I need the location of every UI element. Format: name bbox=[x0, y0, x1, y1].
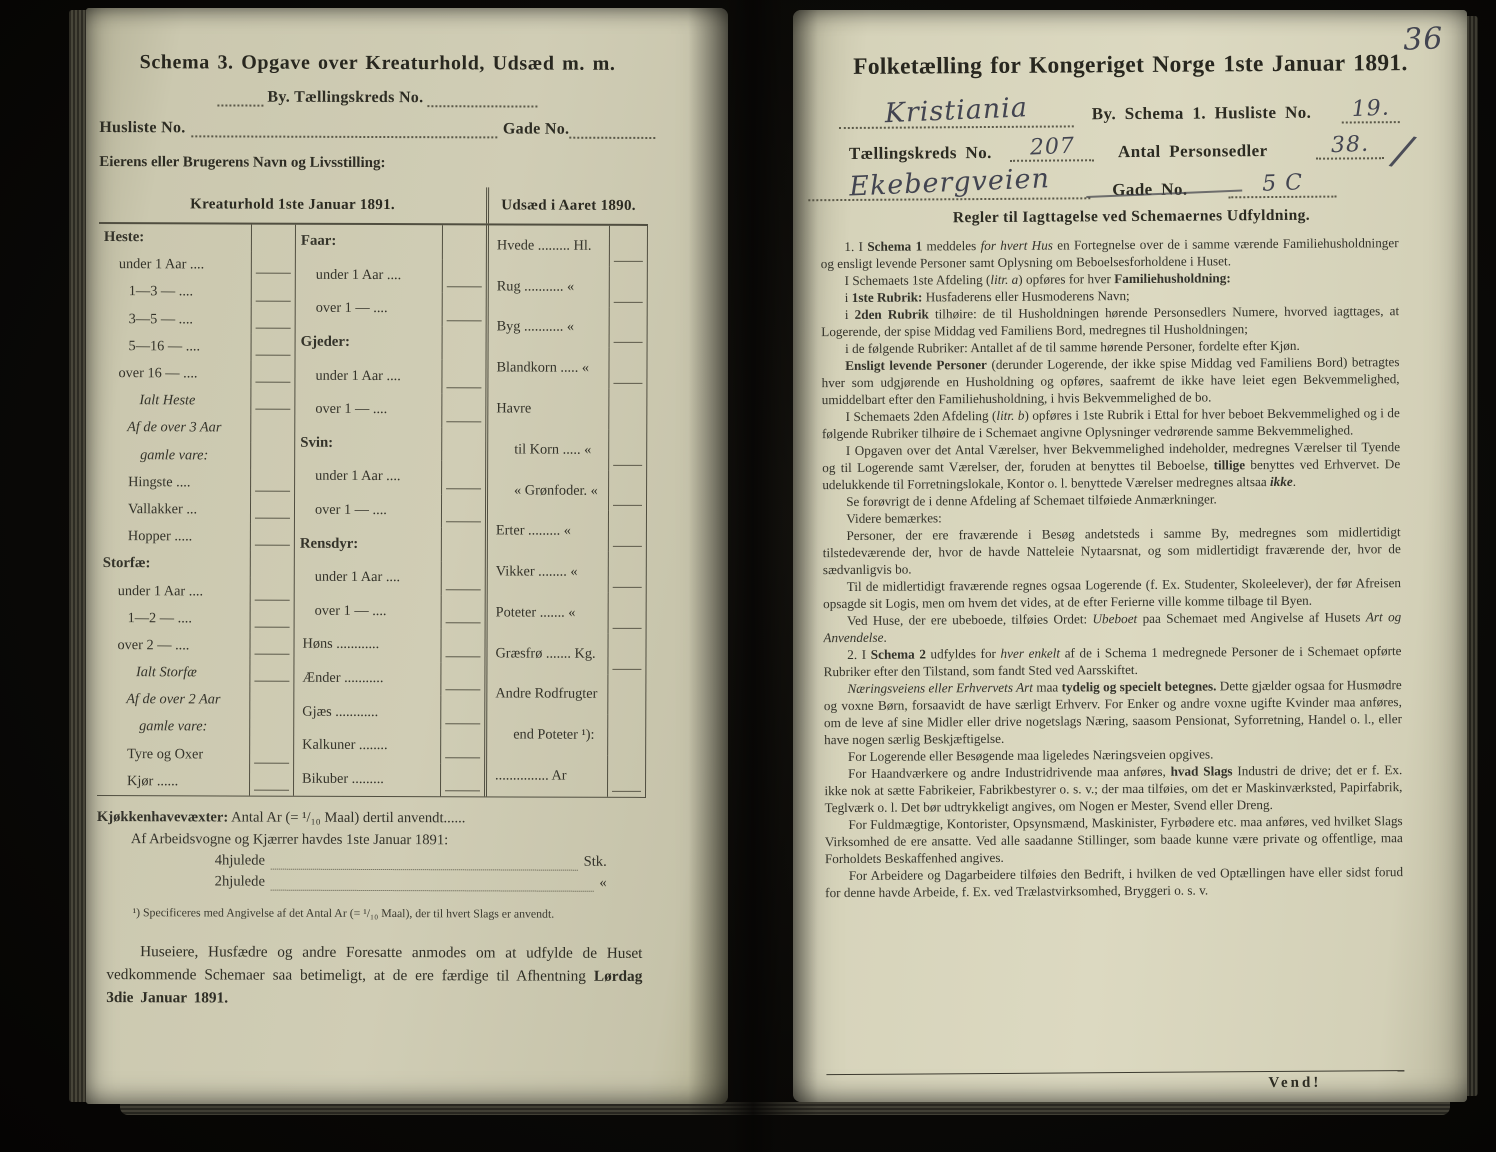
page-number-handwritten: 36 bbox=[1402, 21, 1445, 58]
pen-tick-mark: ∕ bbox=[1390, 124, 1417, 177]
entry-cell bbox=[608, 552, 646, 593]
form-row bbox=[488, 511, 646, 552]
kreaturhold-udsaed-table bbox=[97, 186, 648, 798]
gade-no-label: Gade No. bbox=[1112, 179, 1188, 200]
right-page-content bbox=[793, 8, 1475, 1105]
two-wheeled-line bbox=[215, 873, 607, 891]
kitchen-garden-label: Kjøkkenhavevæxter: bbox=[96, 809, 229, 826]
row-label: under 1 Aar .... bbox=[314, 569, 401, 586]
entry-cell bbox=[249, 687, 293, 714]
rules-heading: Regler til Iagttagelse ved Schemaernes Udfyldning. bbox=[952, 206, 1311, 227]
row-label: Gjeder: bbox=[300, 333, 350, 350]
four-wheeled-unit: Stk. bbox=[583, 853, 607, 870]
form-row bbox=[98, 523, 294, 551]
row-label: under 1 Aar .... bbox=[117, 582, 204, 599]
two-wheeled-label: 2hjulede bbox=[214, 873, 265, 890]
entry-cell bbox=[440, 628, 484, 662]
form-row bbox=[296, 325, 486, 359]
entry-cell bbox=[608, 593, 646, 634]
entry-cell bbox=[251, 279, 295, 306]
entry-cell bbox=[442, 225, 486, 259]
entry-cell bbox=[249, 768, 293, 795]
row-label: under 1 Aar .... bbox=[315, 367, 401, 384]
blank-dotted-line bbox=[217, 92, 263, 106]
row-label: over 1 — .... bbox=[314, 602, 387, 619]
kitchen-garden-rest: Antal Ar (= ¹/₁₀ Maal) dertil anvendt...... bbox=[228, 809, 466, 827]
row-label: Af de over 3 Aar bbox=[127, 419, 222, 436]
row-label: Byg ........... « bbox=[496, 318, 575, 336]
form-row bbox=[98, 360, 294, 388]
form-row bbox=[487, 674, 645, 715]
form-row bbox=[488, 429, 646, 470]
kitchen-garden-line bbox=[97, 809, 653, 828]
form-row bbox=[97, 659, 293, 687]
wagons-line: Af Arbeidsvogne og Kjærrer havdes 1ste Januar 1891: bbox=[130, 831, 449, 849]
rules-paragraph: i 1ste Rubrik: Husfaderens eller Husmoderens Navn; bbox=[844, 288, 1130, 305]
entry-cell bbox=[608, 511, 646, 552]
entry-cell bbox=[607, 674, 645, 715]
street-handwritten: Ekebergveien bbox=[848, 163, 1051, 203]
entry-cell bbox=[250, 578, 294, 605]
left-page bbox=[86, 8, 728, 1104]
gade-no-handwritten: 5 C bbox=[1261, 170, 1304, 197]
gade-label: Gade No. bbox=[502, 120, 570, 138]
vend-label: Vend! bbox=[1268, 1074, 1322, 1092]
row-label: over 2 — .... bbox=[117, 637, 190, 654]
rules-paragraph: Til de midlertidigt fraværende regnes ogsaa Logerende (f. Ex. Studenter, Skoleelever), der før Afreisen opsagde sit Logis, men om hvem det vides, at de efter Ferierne ville komme tilbage til Byen. bbox=[823, 575, 1402, 612]
entry-cell bbox=[607, 756, 645, 797]
entry-cell bbox=[442, 292, 486, 326]
form-row bbox=[488, 348, 646, 389]
entry-cell bbox=[442, 326, 486, 360]
form-row bbox=[488, 592, 646, 633]
entry-cell bbox=[250, 551, 294, 578]
right-page bbox=[793, 10, 1467, 1102]
by-schema-husliste-label: By. Schema 1. Husliste No. bbox=[1091, 102, 1312, 124]
row-label: Rug ........... « bbox=[496, 278, 575, 295]
row-label: Erter ......... « bbox=[495, 522, 572, 540]
row-label: Hvede ......... Hl. bbox=[496, 237, 592, 254]
form-row bbox=[98, 577, 294, 605]
form-row bbox=[99, 224, 295, 252]
form-row bbox=[487, 633, 645, 674]
row-label: Faar: bbox=[300, 233, 337, 250]
four-wheeled-line bbox=[215, 852, 607, 870]
form-row bbox=[295, 393, 485, 427]
row-label: Ialt Storfæ bbox=[136, 664, 197, 681]
form-row bbox=[294, 729, 484, 763]
rules-paragraph: i de følgende Rubriker: Antallet af de til samme hørende Personer, fordelte efter Kjøn. bbox=[845, 337, 1300, 356]
kreaturhold-header: Kreaturhold 1ste Januar 1891. bbox=[190, 195, 395, 213]
schema3-title: Schema 3. Opgave over Kreaturhold, Udsæd m. m. bbox=[139, 51, 616, 75]
entry-cell bbox=[251, 225, 295, 252]
form-row bbox=[98, 442, 294, 470]
form-row bbox=[296, 258, 486, 292]
entry-cell bbox=[441, 360, 485, 394]
row-label: under 1 Aar .... bbox=[315, 266, 402, 283]
entry-cell bbox=[440, 729, 484, 763]
entry-cell bbox=[250, 415, 294, 442]
row-label: Hopper ..... bbox=[127, 528, 193, 545]
entry-cell bbox=[249, 714, 293, 741]
entry-cell bbox=[441, 595, 485, 629]
row-label: gamle vare: bbox=[139, 718, 208, 735]
rules-paragraph: For Arbeidere og Dagarbeidere tilføies den Bedrift, i hvilken de ved Optællingen have eller sidst forud for denne havde Arbeide, f. Ex. ved Trælastvirksomhed, Bryggeri o. s. v. bbox=[825, 864, 1404, 901]
rules-paragraph: For Logerende eller Besøgende maa ligeledes Næringsveien opgives. bbox=[847, 746, 1214, 764]
row-label: Blandkorn ..... « bbox=[496, 359, 590, 376]
entry-cell bbox=[608, 470, 646, 511]
row-label: Hingste .... bbox=[128, 473, 191, 491]
form-row bbox=[97, 686, 293, 714]
closing-paragraph bbox=[106, 941, 642, 1012]
city-blank-line bbox=[839, 94, 1074, 129]
taellingskreds-no-blank bbox=[1010, 134, 1094, 162]
rules-paragraph: 2. I Schema 2 udfyldes for hver enkelt af de i Schema 1 medregnede Personer de i Schemaet opførte Rubriker efter den Tilstand, som fandt Sted ved Aarsskiftet. bbox=[823, 643, 1402, 680]
form-row bbox=[295, 359, 485, 393]
form-row bbox=[489, 266, 647, 307]
entry-cell bbox=[250, 360, 294, 387]
row-label: Havre bbox=[496, 400, 532, 417]
entry-cell bbox=[441, 494, 485, 528]
row-label: Andre Rodfrugter bbox=[495, 685, 598, 703]
rules-paragraph: For Haandværkere og andre Industridrivende maa anføres, hvad Slags Industri de drive; det er f. Ex. ikke nok at sætte Fabrikeier, Fabrikbestyrer o. s. v.; der maa tilføies, om det er Maskinværksted, Papirfabrik, Teglværk o. l. Det bør udtrykkeligt angives, om Nogen er Mester, Svend eller Dreng. bbox=[824, 762, 1403, 816]
entry-cell bbox=[609, 226, 647, 267]
rules-paragraph: I Opgaven over det Antal Værelser, hver Bekvemmelighed indeholder, medregnes Værelser til Tyende og til Logerende samt Værelser, der, foruden at benyttes til Beboelse, tillige benyttes ved Erhvervet. De udelukkende til Forretningslokale, Kontor o. l. benyttede Værelser medregnes altsaa ikke. bbox=[822, 439, 1401, 493]
row-label: Heste: bbox=[103, 229, 145, 246]
rules-paragraph: Næringsveiens eller Erhvervets Art maa tydelig og specielt betegnes. Dette gjælder ogsaa for Husmødre og voxne Børn, forsaavidt de have særligt Erhverv. For Enker og andre voxne ugifte Kvinder maa anføres, om de leve af sine Midler eller drive nogetslags Næring, saasom Pensionat, Syforretning, Handel o. l., eller have nogen særlig Beskjæftigelse. bbox=[823, 677, 1403, 748]
row-label: over 1 — .... bbox=[314, 501, 387, 519]
row-label: Tyre og Oxer bbox=[127, 745, 204, 763]
entry-cell bbox=[249, 741, 293, 768]
city-handwritten: Kristiania bbox=[883, 92, 1029, 130]
blank-dotted-line bbox=[192, 123, 497, 138]
form-row bbox=[98, 387, 294, 415]
kreaturhold-column-2 bbox=[293, 225, 486, 797]
taellingskreds-no-handwritten: 207 bbox=[1028, 133, 1075, 161]
row-label: Høns ............ bbox=[302, 636, 380, 653]
blank-dotted-line bbox=[427, 93, 537, 107]
row-label: Kjør ...... bbox=[127, 772, 179, 790]
blank-dotted-line bbox=[271, 858, 578, 871]
form-row bbox=[98, 605, 294, 633]
row-label: Af de over 2 Aar bbox=[126, 691, 221, 708]
entry-cell bbox=[609, 267, 647, 308]
rules-text bbox=[821, 234, 1405, 1070]
entry-cell bbox=[440, 763, 484, 797]
entry-cell bbox=[440, 696, 484, 730]
rules-paragraph: i 2den Rubrik tilhøire: de til Husholdningen hørende Personsedlers Numere, hvorved iagttages, at Logerende, der spise Middag ved Familiens Bord, medregnes til Husholdningen; bbox=[821, 303, 1400, 340]
by-taellingskreds-label: By. Tællingskreds No. bbox=[267, 88, 424, 107]
form-row bbox=[97, 632, 293, 660]
entry-cell bbox=[609, 307, 647, 348]
form-row bbox=[295, 594, 485, 628]
row-label: Kalkuner ........ bbox=[302, 736, 388, 754]
entry-cell bbox=[607, 715, 645, 756]
form-row bbox=[487, 756, 645, 797]
form-row bbox=[294, 762, 484, 796]
row-label: gamle vare: bbox=[140, 446, 209, 464]
rules-paragraph: 1. I Schema 1 meddeles for hvert Hus en Fortegnelse over de i samme værende Familiehusholdninger og ensligt levende Personer samt Oplysning om Beboelsesforholdene i Huset. bbox=[820, 235, 1399, 272]
rules-paragraph: Ensligt levende Personer (derunder Logerende, der ikke spise Middag ved Familiens Bord) betragtes hver som udgjørende en Husholdning og opføres, saafremt de ikke have leiet egen Bekvemmelighed, umiddelbart efter den Familiehusholdning, i hvis Bekvemmelighed de bo. bbox=[821, 354, 1400, 408]
entry-cell bbox=[250, 469, 294, 496]
row-label: under 1 Aar .... bbox=[118, 256, 205, 273]
entry-cell bbox=[607, 634, 645, 675]
form-row bbox=[98, 414, 294, 442]
row-label: end Poteter ¹): bbox=[513, 726, 595, 744]
row-label: Storfæ: bbox=[102, 555, 151, 572]
row-label: Vikker ........ « bbox=[495, 563, 578, 580]
entry-cell bbox=[441, 427, 485, 461]
entry-cell bbox=[250, 524, 294, 551]
row-label: til Korn ..... « bbox=[514, 441, 592, 458]
row-label: Poteter ....... « bbox=[495, 604, 576, 621]
form-row bbox=[295, 426, 485, 460]
form-row bbox=[98, 550, 294, 578]
table-body bbox=[97, 224, 648, 798]
row-label: 5—16 — .... bbox=[128, 337, 201, 355]
rules-paragraph: Se forøvrigt de i denne Afdeling af Schemaet tilføiede Anmærkninger. bbox=[846, 491, 1217, 509]
entry-cell bbox=[251, 252, 295, 279]
row-label: 1—2 — .... bbox=[127, 609, 192, 627]
husliste-label: Husliste No. bbox=[99, 119, 186, 137]
row-label: Gjæs ............ bbox=[302, 703, 379, 720]
row-label: « Grønfoder. « bbox=[514, 482, 598, 499]
rules-paragraph: I Schemaets 2den Afdeling (litr. b) opføres i 1ste Rubrik i Ettal for hver beboet Bekvemmelighed og i de følgende Rubriker tilhøire de i Schemaet angivne Oplysninger vedrørende samme Bekvemmelighed. bbox=[821, 405, 1400, 442]
row-label: 1—3 — .... bbox=[128, 283, 194, 300]
entry-cell bbox=[441, 393, 485, 427]
row-label: 3—5 — .... bbox=[128, 310, 194, 328]
form-row bbox=[99, 333, 295, 361]
blank-dotted-line bbox=[271, 879, 593, 892]
by-taellingskreds-line bbox=[99, 88, 655, 108]
footnote: ¹) Specificeres med Angivelse af det Antal Ar (= ¹/₁₀ Maal), der til hvert Slags er anvendt. bbox=[132, 905, 555, 921]
row-label: Ialt Heste bbox=[139, 392, 196, 409]
form-row bbox=[98, 469, 294, 497]
closing-deadline: Lørdag 3die Januar 1891. bbox=[106, 967, 643, 1007]
entry-cell bbox=[250, 496, 294, 523]
form-row bbox=[487, 715, 645, 756]
form-row bbox=[98, 496, 294, 524]
entry-cell bbox=[249, 632, 293, 659]
entry-cell bbox=[608, 389, 646, 430]
form-row bbox=[295, 493, 485, 527]
row-label: Svin: bbox=[300, 434, 334, 451]
gade-no-blank bbox=[1228, 171, 1336, 199]
closing-text: Huseiere, Husfædre og andre Foresatte anmodes om at udfylde de Huset vedkommende Schemaer saa betimeligt, at de ere færdige til Afhentning bbox=[106, 943, 643, 985]
udsaed-column bbox=[484, 225, 648, 797]
rules-paragraph: Personer, der ere fraværende i Besøg andetsteds i samme By, medregnes som midlertidigt tilstedeværende der, hvor de havde Natteleie Nytaarsnat, og som midlertidigt fraværende der, hvor de sædvanligvis bo. bbox=[822, 524, 1401, 578]
row-label: under 1 Aar .... bbox=[315, 468, 401, 485]
book-left-edge bbox=[69, 10, 87, 1102]
kreaturhold-column-1 bbox=[97, 224, 295, 796]
entry-cell bbox=[440, 662, 484, 696]
husliste-no-handwritten: 19. bbox=[1351, 95, 1391, 123]
rules-paragraph: Ved Huse, der ere ubeboede, tilføies Ordet: Ubeboet paa Schemaet med Angivelse af Husets Art og Anvendelse. bbox=[823, 609, 1402, 646]
entry-cell bbox=[250, 388, 294, 415]
owner-label: Eierens eller Brugerens Navn og Livsstilling: bbox=[99, 154, 386, 172]
form-row bbox=[488, 470, 646, 511]
row-label: over 1 — .... bbox=[315, 300, 388, 317]
rules-paragraph: For Fuldmægtige, Kontorister, Opsynsmænd, Maskinister, Fyrbødere etc. maa anføres, ved hvilket Slags Virksomhed de ere ansatte. Ved alle saadanne Stillinger, som baade kunne være private og offentlige, maa Forholdets Beskaffenhed angives. bbox=[824, 813, 1403, 867]
form-row bbox=[296, 292, 486, 326]
udsaed-header: Udsæd i Aaret 1890. bbox=[486, 187, 648, 224]
entry-cell bbox=[442, 259, 486, 293]
entry-cell bbox=[608, 430, 646, 471]
rules-paragraph: Videre bemærkes: bbox=[846, 510, 942, 526]
four-wheeled-label: 4hjulede bbox=[214, 852, 266, 869]
entry-cell bbox=[441, 528, 485, 562]
entry-cell bbox=[608, 348, 646, 389]
form-row bbox=[488, 552, 646, 593]
blank-dotted-line bbox=[569, 125, 655, 139]
entry-cell bbox=[251, 333, 295, 360]
personsedler-no-blank bbox=[1316, 132, 1384, 159]
entry-cell bbox=[250, 605, 294, 632]
form-row bbox=[294, 695, 484, 729]
two-wheeled-unit: « bbox=[599, 874, 607, 891]
row-label: Rensdyr: bbox=[299, 535, 359, 552]
husliste-no-blank bbox=[1342, 96, 1400, 123]
form-row bbox=[295, 527, 485, 561]
personsedler-label: Antal Personsedler bbox=[1117, 141, 1268, 162]
table-header-row bbox=[99, 186, 648, 226]
entry-cell bbox=[441, 561, 485, 595]
form-row bbox=[489, 225, 647, 266]
row-label: Ænder ........... bbox=[302, 669, 384, 687]
taellingskreds-label: Tællingskreds No. bbox=[848, 142, 992, 163]
row-label: Bikuber ......... bbox=[302, 770, 384, 787]
row-label: over 1 — .... bbox=[315, 401, 388, 418]
personsedler-no-handwritten: 38. bbox=[1330, 131, 1370, 159]
row-label: Vallakker ... bbox=[127, 501, 198, 518]
form-row bbox=[295, 561, 485, 595]
form-row bbox=[97, 768, 293, 796]
form-row bbox=[294, 628, 484, 662]
form-row bbox=[99, 278, 295, 306]
form-row bbox=[294, 661, 484, 695]
form-row bbox=[295, 460, 485, 494]
form-row bbox=[296, 225, 486, 259]
entry-cell bbox=[251, 306, 295, 333]
form-row bbox=[97, 741, 293, 769]
form-row bbox=[97, 713, 293, 741]
row-label: over 16 — .... bbox=[118, 365, 198, 382]
entry-cell bbox=[249, 660, 293, 687]
form-row bbox=[99, 306, 295, 334]
rules-paragraph: I Schemaets 1ste Afdeling (litr. a) opføres for hver Familiehusholdning: bbox=[844, 270, 1231, 288]
form-row bbox=[99, 251, 295, 279]
husliste-gade-line bbox=[99, 119, 655, 139]
row-label: Græsfrø ....... Kg. bbox=[495, 645, 596, 662]
form-row bbox=[489, 307, 647, 348]
entry-cell bbox=[250, 442, 294, 469]
form-row bbox=[488, 389, 646, 430]
row-label: ............... Ar bbox=[495, 767, 567, 784]
left-page-content bbox=[96, 7, 655, 1012]
census-title: Folketælling for Kongeriget Norge 1ste Januar 1891. bbox=[853, 50, 1408, 80]
entry-cell bbox=[441, 460, 485, 494]
street-blank-line bbox=[808, 163, 1090, 203]
